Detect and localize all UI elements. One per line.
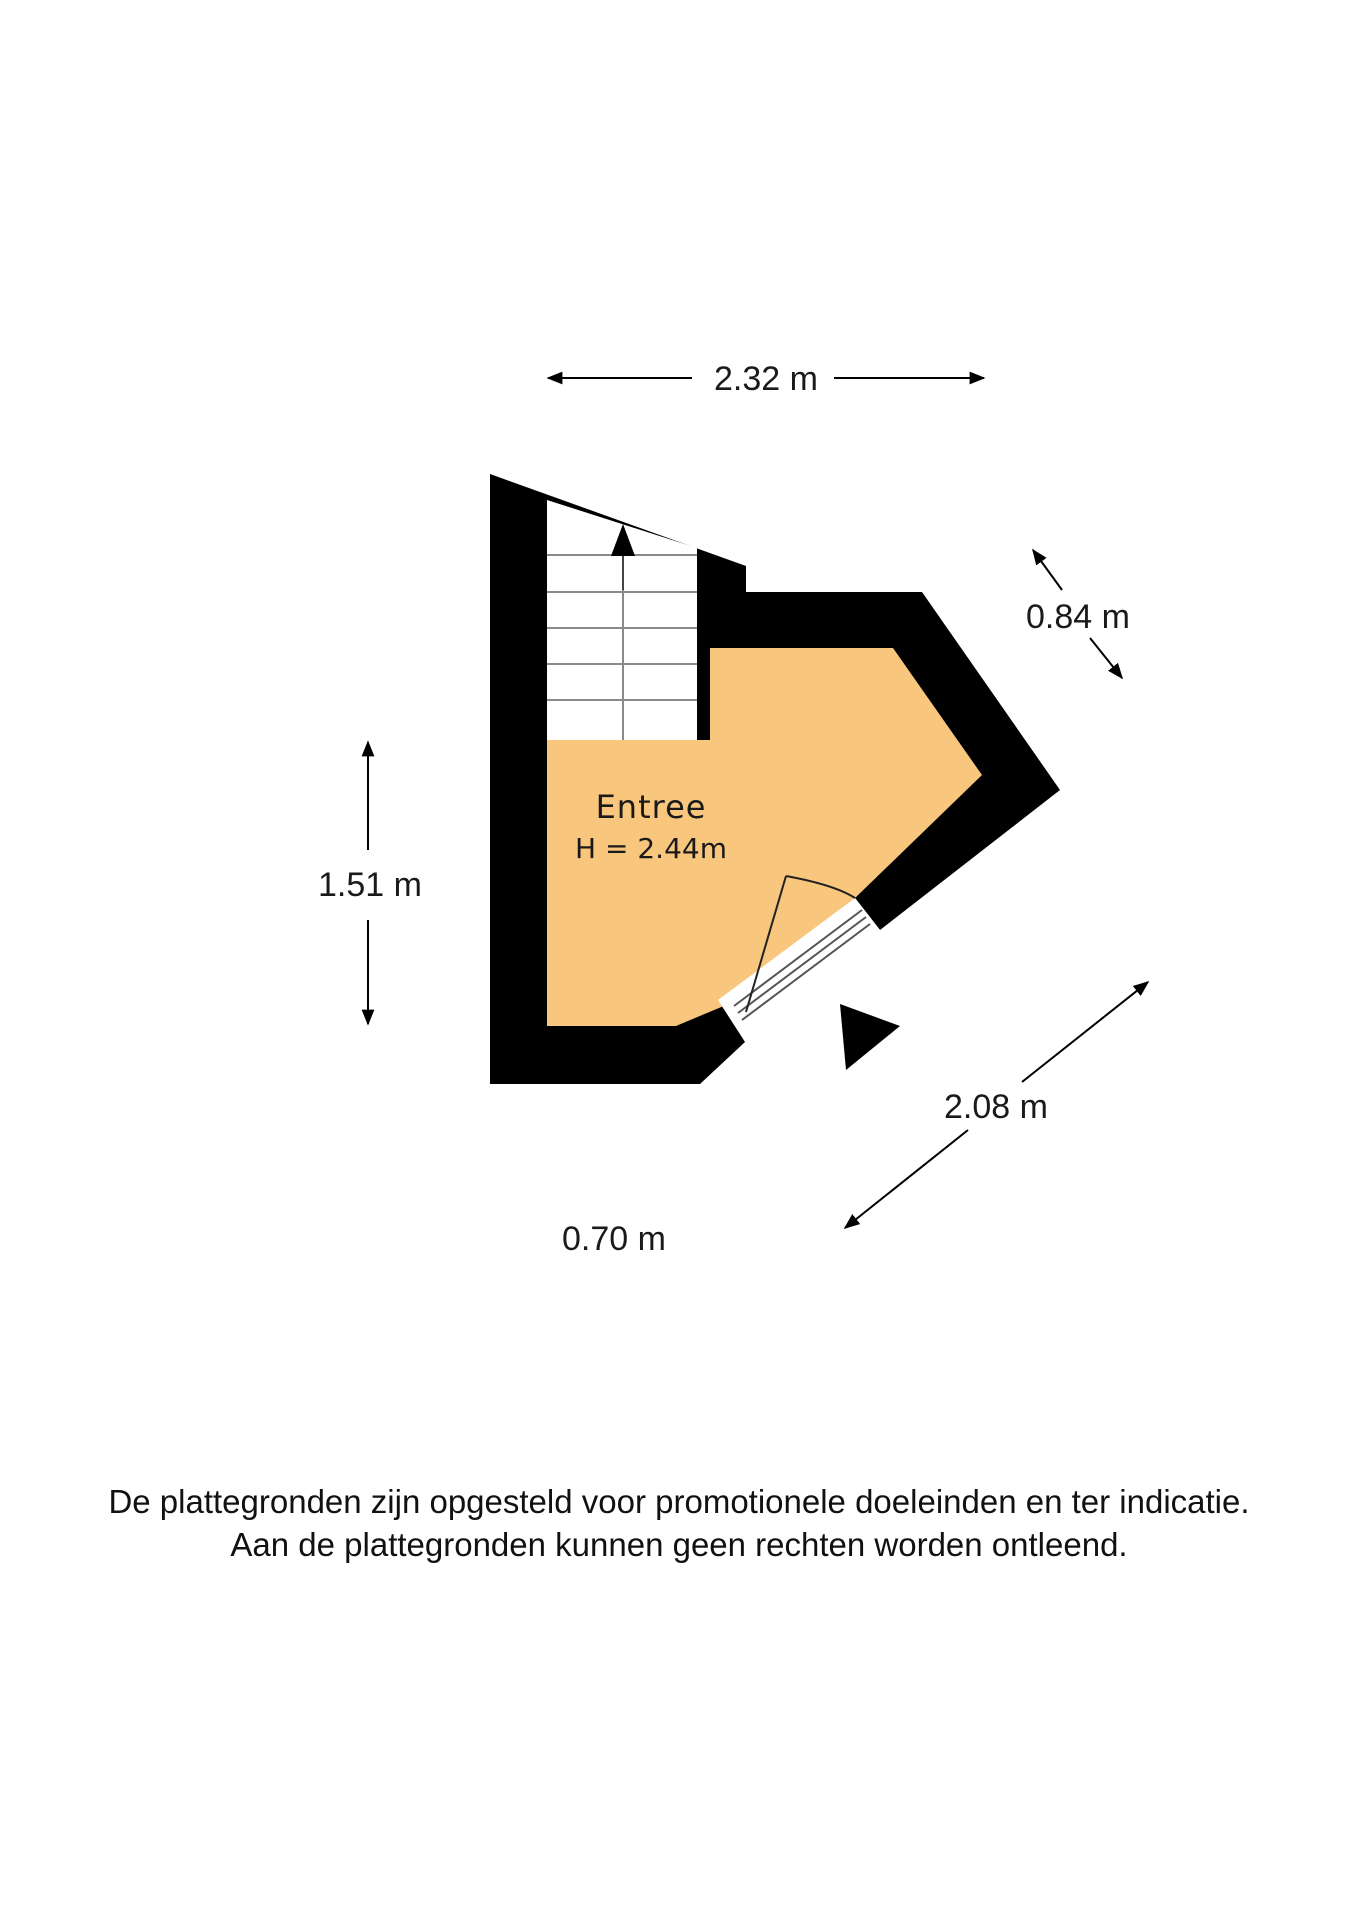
staircase: [547, 500, 697, 740]
dim-arrow-short-diagonal-up: [1033, 550, 1062, 590]
dim-arrow-short-diagonal-down: [1090, 638, 1122, 678]
disclaimer-line-2: Aan de plattegronden kunnen geen rechten worden ontleend.: [230, 1526, 1128, 1563]
dim-arrow-long-diagonal-up: [1022, 982, 1148, 1082]
dim-label-left: 1.51 m: [318, 866, 422, 904]
dim-arrow-long-diagonal-down: [845, 1130, 968, 1228]
dim-label-long-diagonal: 2.08 m: [944, 1088, 1048, 1126]
dim-label-top: 2.32 m: [714, 360, 818, 398]
dim-label-bottom: 0.70 m: [562, 1220, 666, 1258]
room-height: H = 2.44m: [575, 832, 727, 865]
dim-label-short-diagonal: 0.84 m: [1026, 598, 1130, 636]
triangle-entrance-icon: [840, 1004, 900, 1070]
disclaimer-line-1: De plattegronden zijn opgesteld voor promotionele doeleinden en ter indicatie.: [108, 1483, 1250, 1520]
room-name: Entree: [595, 788, 707, 826]
disclaimer: [0, 1480, 1358, 1566]
